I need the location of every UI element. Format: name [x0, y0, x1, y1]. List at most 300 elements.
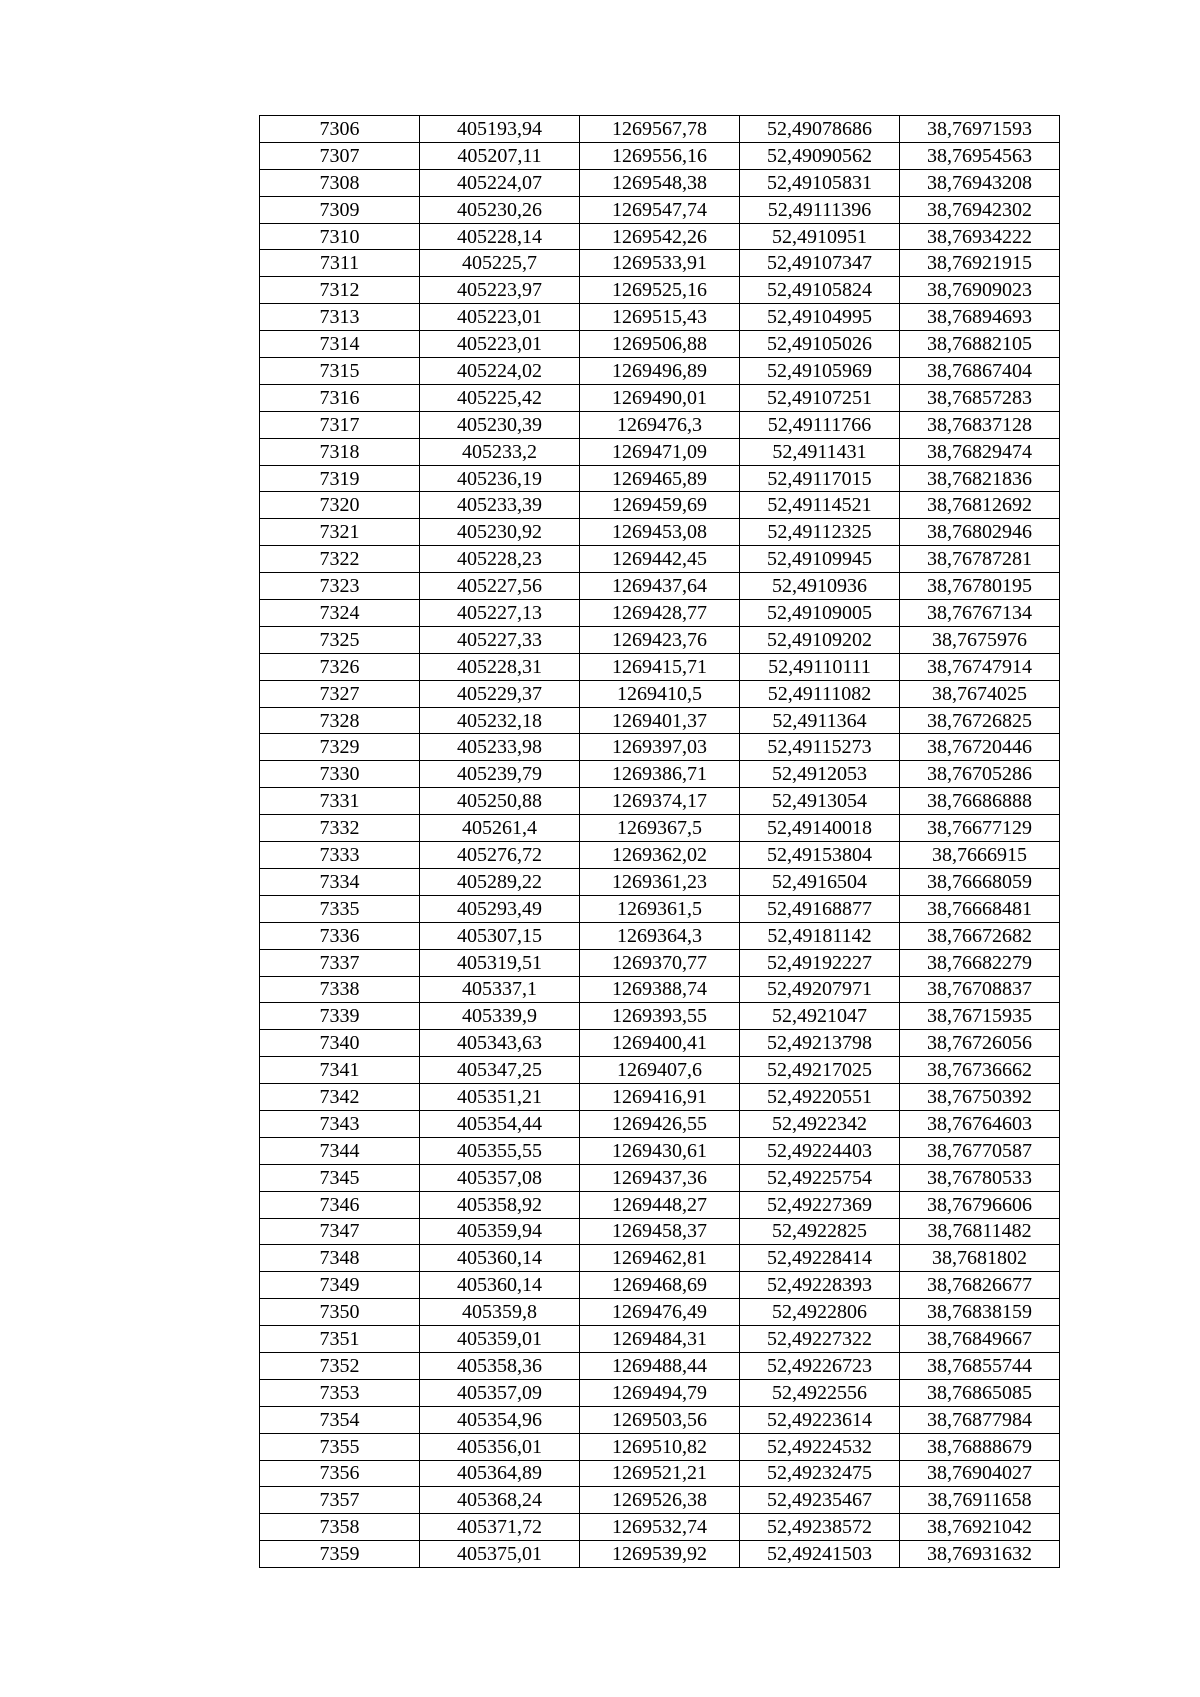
longitude-cell: 38,76855744 — [900, 1352, 1060, 1379]
longitude-cell: 38,76849667 — [900, 1326, 1060, 1353]
table-row — [260, 707, 1060, 734]
latitude-cell: 52,49110111 — [740, 653, 900, 680]
latitude-cell: 52,49105824 — [740, 277, 900, 304]
table-row — [260, 788, 1060, 815]
point-number-cell: 7328 — [260, 707, 420, 734]
longitude-cell: 38,76838159 — [900, 1299, 1060, 1326]
table-row — [260, 223, 1060, 250]
point-number-cell: 7350 — [260, 1299, 420, 1326]
latitude-cell: 52,49241503 — [740, 1541, 900, 1568]
longitude-cell: 38,76787281 — [900, 546, 1060, 573]
table-row — [260, 546, 1060, 573]
x-coordinate-cell: 405229,37 — [420, 680, 580, 707]
latitude-cell: 52,49223614 — [740, 1406, 900, 1433]
point-number-cell: 7342 — [260, 1084, 420, 1111]
latitude-cell: 52,49168877 — [740, 895, 900, 922]
x-coordinate-cell: 405227,13 — [420, 600, 580, 627]
y-coordinate-cell: 1269503,56 — [580, 1406, 740, 1433]
latitude-cell: 52,49107251 — [740, 384, 900, 411]
y-coordinate-cell: 1269515,43 — [580, 304, 740, 331]
y-coordinate-cell: 1269437,36 — [580, 1164, 740, 1191]
table-row — [260, 1245, 1060, 1272]
latitude-cell: 52,4912053 — [740, 761, 900, 788]
latitude-cell: 52,49109202 — [740, 626, 900, 653]
y-coordinate-cell: 1269556,16 — [580, 142, 740, 169]
point-number-cell: 7315 — [260, 358, 420, 385]
y-coordinate-cell: 1269367,5 — [580, 815, 740, 842]
longitude-cell: 38,76865085 — [900, 1379, 1060, 1406]
y-coordinate-cell: 1269426,55 — [580, 1110, 740, 1137]
x-coordinate-cell: 405293,49 — [420, 895, 580, 922]
latitude-cell: 52,49228414 — [740, 1245, 900, 1272]
point-number-cell: 7347 — [260, 1218, 420, 1245]
x-coordinate-cell: 405223,97 — [420, 277, 580, 304]
x-coordinate-cell: 405228,14 — [420, 223, 580, 250]
longitude-cell: 38,76921915 — [900, 250, 1060, 277]
latitude-cell: 52,49217025 — [740, 1057, 900, 1084]
y-coordinate-cell: 1269471,09 — [580, 438, 740, 465]
latitude-cell: 52,49111082 — [740, 680, 900, 707]
x-coordinate-cell: 405307,15 — [420, 922, 580, 949]
longitude-cell: 38,76780533 — [900, 1164, 1060, 1191]
latitude-cell: 52,49105831 — [740, 169, 900, 196]
table-row — [260, 358, 1060, 385]
latitude-cell: 52,4922342 — [740, 1110, 900, 1137]
longitude-cell: 38,76715935 — [900, 1003, 1060, 1030]
table-row — [260, 815, 1060, 842]
y-coordinate-cell: 1269442,45 — [580, 546, 740, 573]
y-coordinate-cell: 1269388,74 — [580, 976, 740, 1003]
y-coordinate-cell: 1269361,23 — [580, 868, 740, 895]
table-row — [260, 1541, 1060, 1568]
table-row — [260, 653, 1060, 680]
point-number-cell: 7343 — [260, 1110, 420, 1137]
longitude-cell: 38,7675976 — [900, 626, 1060, 653]
x-coordinate-cell: 405228,31 — [420, 653, 580, 680]
x-coordinate-cell: 405356,01 — [420, 1433, 580, 1460]
longitude-cell: 38,76894693 — [900, 304, 1060, 331]
y-coordinate-cell: 1269567,78 — [580, 116, 740, 143]
latitude-cell: 52,49090562 — [740, 142, 900, 169]
x-coordinate-cell: 405355,55 — [420, 1137, 580, 1164]
latitude-cell: 52,49224403 — [740, 1137, 900, 1164]
coordinates-table-body — [260, 116, 1060, 1568]
table-row — [260, 842, 1060, 869]
latitude-cell: 52,49153804 — [740, 842, 900, 869]
table-row — [260, 976, 1060, 1003]
longitude-cell: 38,76750392 — [900, 1084, 1060, 1111]
y-coordinate-cell: 1269526,38 — [580, 1487, 740, 1514]
point-number-cell: 7310 — [260, 223, 420, 250]
point-number-cell: 7312 — [260, 277, 420, 304]
latitude-cell: 52,49226723 — [740, 1352, 900, 1379]
x-coordinate-cell: 405371,72 — [420, 1514, 580, 1541]
longitude-cell: 38,76720446 — [900, 734, 1060, 761]
x-coordinate-cell: 405360,14 — [420, 1245, 580, 1272]
x-coordinate-cell: 405337,1 — [420, 976, 580, 1003]
y-coordinate-cell: 1269361,5 — [580, 895, 740, 922]
table-row — [260, 680, 1060, 707]
latitude-cell: 52,49112325 — [740, 519, 900, 546]
point-number-cell: 7351 — [260, 1326, 420, 1353]
point-number-cell: 7330 — [260, 761, 420, 788]
longitude-cell: 38,76770587 — [900, 1137, 1060, 1164]
y-coordinate-cell: 1269533,91 — [580, 250, 740, 277]
longitude-cell: 38,76767134 — [900, 600, 1060, 627]
longitude-cell: 38,76764603 — [900, 1110, 1060, 1137]
latitude-cell: 52,49117015 — [740, 465, 900, 492]
point-number-cell: 7314 — [260, 331, 420, 358]
y-coordinate-cell: 1269532,74 — [580, 1514, 740, 1541]
longitude-cell: 38,76943208 — [900, 169, 1060, 196]
table-row — [260, 1299, 1060, 1326]
latitude-cell: 52,49228393 — [740, 1272, 900, 1299]
latitude-cell: 52,4922806 — [740, 1299, 900, 1326]
table-row — [260, 196, 1060, 223]
y-coordinate-cell: 1269401,37 — [580, 707, 740, 734]
y-coordinate-cell: 1269374,17 — [580, 788, 740, 815]
point-number-cell: 7326 — [260, 653, 420, 680]
table-row — [260, 116, 1060, 143]
x-coordinate-cell: 405357,09 — [420, 1379, 580, 1406]
x-coordinate-cell: 405225,7 — [420, 250, 580, 277]
latitude-cell: 52,49192227 — [740, 949, 900, 976]
table-row — [260, 304, 1060, 331]
longitude-cell: 38,76971593 — [900, 116, 1060, 143]
table-row — [260, 384, 1060, 411]
y-coordinate-cell: 1269496,89 — [580, 358, 740, 385]
table-row — [260, 1164, 1060, 1191]
x-coordinate-cell: 405232,18 — [420, 707, 580, 734]
y-coordinate-cell: 1269494,79 — [580, 1379, 740, 1406]
longitude-cell: 38,7681802 — [900, 1245, 1060, 1272]
x-coordinate-cell: 405368,24 — [420, 1487, 580, 1514]
x-coordinate-cell: 405223,01 — [420, 331, 580, 358]
longitude-cell: 38,7674025 — [900, 680, 1060, 707]
latitude-cell: 52,4911364 — [740, 707, 900, 734]
latitude-cell: 52,4922556 — [740, 1379, 900, 1406]
x-coordinate-cell: 405343,63 — [420, 1030, 580, 1057]
table-row — [260, 465, 1060, 492]
table-row — [260, 1191, 1060, 1218]
latitude-cell: 52,49114521 — [740, 492, 900, 519]
point-number-cell: 7355 — [260, 1433, 420, 1460]
longitude-cell: 38,76942302 — [900, 196, 1060, 223]
longitude-cell: 38,76726825 — [900, 707, 1060, 734]
y-coordinate-cell: 1269547,74 — [580, 196, 740, 223]
latitude-cell: 52,49224532 — [740, 1433, 900, 1460]
longitude-cell: 38,76747914 — [900, 653, 1060, 680]
latitude-cell: 52,49238572 — [740, 1514, 900, 1541]
y-coordinate-cell: 1269410,5 — [580, 680, 740, 707]
x-coordinate-cell: 405339,9 — [420, 1003, 580, 1030]
latitude-cell: 52,49109945 — [740, 546, 900, 573]
longitude-cell: 38,76904027 — [900, 1460, 1060, 1487]
point-number-cell: 7332 — [260, 815, 420, 842]
x-coordinate-cell: 405233,39 — [420, 492, 580, 519]
latitude-cell: 52,4910936 — [740, 573, 900, 600]
y-coordinate-cell: 1269468,69 — [580, 1272, 740, 1299]
latitude-cell: 52,49105026 — [740, 331, 900, 358]
longitude-cell: 38,76726056 — [900, 1030, 1060, 1057]
longitude-cell: 38,76736662 — [900, 1057, 1060, 1084]
point-number-cell: 7333 — [260, 842, 420, 869]
table-row — [260, 1487, 1060, 1514]
y-coordinate-cell: 1269488,44 — [580, 1352, 740, 1379]
latitude-cell: 52,49140018 — [740, 815, 900, 842]
x-coordinate-cell: 405224,02 — [420, 358, 580, 385]
x-coordinate-cell: 405364,89 — [420, 1460, 580, 1487]
longitude-cell: 38,76829474 — [900, 438, 1060, 465]
latitude-cell: 52,4911431 — [740, 438, 900, 465]
table-row — [260, 411, 1060, 438]
point-number-cell: 7319 — [260, 465, 420, 492]
point-number-cell: 7335 — [260, 895, 420, 922]
longitude-cell: 38,76682279 — [900, 949, 1060, 976]
table-row — [260, 169, 1060, 196]
latitude-cell: 52,4913054 — [740, 788, 900, 815]
y-coordinate-cell: 1269430,61 — [580, 1137, 740, 1164]
table-row — [260, 626, 1060, 653]
x-coordinate-cell: 405359,01 — [420, 1326, 580, 1353]
table-row — [260, 573, 1060, 600]
latitude-cell: 52,49078686 — [740, 116, 900, 143]
x-coordinate-cell: 405354,96 — [420, 1406, 580, 1433]
table-row — [260, 895, 1060, 922]
y-coordinate-cell: 1269400,41 — [580, 1030, 740, 1057]
x-coordinate-cell: 405224,07 — [420, 169, 580, 196]
longitude-cell: 38,76668059 — [900, 868, 1060, 895]
latitude-cell: 52,49104995 — [740, 304, 900, 331]
y-coordinate-cell: 1269448,27 — [580, 1191, 740, 1218]
point-number-cell: 7348 — [260, 1245, 420, 1272]
table-row — [260, 1326, 1060, 1353]
y-coordinate-cell: 1269521,21 — [580, 1460, 740, 1487]
point-number-cell: 7354 — [260, 1406, 420, 1433]
table-row — [260, 438, 1060, 465]
y-coordinate-cell: 1269484,31 — [580, 1326, 740, 1353]
y-coordinate-cell: 1269370,77 — [580, 949, 740, 976]
latitude-cell: 52,49227369 — [740, 1191, 900, 1218]
longitude-cell: 38,76705286 — [900, 761, 1060, 788]
table-row — [260, 1406, 1060, 1433]
table-row — [260, 1433, 1060, 1460]
point-number-cell: 7353 — [260, 1379, 420, 1406]
table-row — [260, 1460, 1060, 1487]
point-number-cell: 7307 — [260, 142, 420, 169]
latitude-cell: 52,49181142 — [740, 922, 900, 949]
x-coordinate-cell: 405223,01 — [420, 304, 580, 331]
latitude-cell: 52,49111396 — [740, 196, 900, 223]
latitude-cell: 52,49232475 — [740, 1460, 900, 1487]
x-coordinate-cell: 405230,92 — [420, 519, 580, 546]
x-coordinate-cell: 405230,26 — [420, 196, 580, 223]
point-number-cell: 7324 — [260, 600, 420, 627]
longitude-cell: 38,76934222 — [900, 223, 1060, 250]
latitude-cell: 52,4922825 — [740, 1218, 900, 1245]
latitude-cell: 52,49213798 — [740, 1030, 900, 1057]
y-coordinate-cell: 1269416,91 — [580, 1084, 740, 1111]
point-number-cell: 7357 — [260, 1487, 420, 1514]
y-coordinate-cell: 1269510,82 — [580, 1433, 740, 1460]
table-row — [260, 922, 1060, 949]
longitude-cell: 38,76802946 — [900, 519, 1060, 546]
longitude-cell: 38,76888679 — [900, 1433, 1060, 1460]
point-number-cell: 7358 — [260, 1514, 420, 1541]
x-coordinate-cell: 405319,51 — [420, 949, 580, 976]
y-coordinate-cell: 1269506,88 — [580, 331, 740, 358]
table-row — [260, 868, 1060, 895]
latitude-cell: 52,4921047 — [740, 1003, 900, 1030]
longitude-cell: 38,76672682 — [900, 922, 1060, 949]
point-number-cell: 7322 — [260, 546, 420, 573]
table-row — [260, 1352, 1060, 1379]
y-coordinate-cell: 1269490,01 — [580, 384, 740, 411]
x-coordinate-cell: 405359,8 — [420, 1299, 580, 1326]
x-coordinate-cell: 405289,22 — [420, 868, 580, 895]
longitude-cell: 38,76867404 — [900, 358, 1060, 385]
y-coordinate-cell: 1269428,77 — [580, 600, 740, 627]
coordinates-table — [259, 115, 1060, 1568]
latitude-cell: 52,49235467 — [740, 1487, 900, 1514]
x-coordinate-cell: 405354,44 — [420, 1110, 580, 1137]
latitude-cell: 52,49109005 — [740, 600, 900, 627]
table-row — [260, 1110, 1060, 1137]
table-row — [260, 1514, 1060, 1541]
point-number-cell: 7318 — [260, 438, 420, 465]
point-number-cell: 7323 — [260, 573, 420, 600]
point-number-cell: 7359 — [260, 1541, 420, 1568]
table-row — [260, 1003, 1060, 1030]
table-row — [260, 519, 1060, 546]
x-coordinate-cell: 405358,92 — [420, 1191, 580, 1218]
longitude-cell: 38,76677129 — [900, 815, 1060, 842]
table-row — [260, 492, 1060, 519]
latitude-cell: 52,49227322 — [740, 1326, 900, 1353]
table-row — [260, 1084, 1060, 1111]
point-number-cell: 7345 — [260, 1164, 420, 1191]
latitude-cell: 52,49105969 — [740, 358, 900, 385]
longitude-cell: 38,76909023 — [900, 277, 1060, 304]
longitude-cell: 38,76686888 — [900, 788, 1060, 815]
longitude-cell: 38,76811482 — [900, 1218, 1060, 1245]
table-row — [260, 1218, 1060, 1245]
x-coordinate-cell: 405357,08 — [420, 1164, 580, 1191]
x-coordinate-cell: 405351,21 — [420, 1084, 580, 1111]
y-coordinate-cell: 1269386,71 — [580, 761, 740, 788]
longitude-cell: 38,76821836 — [900, 465, 1060, 492]
table-row — [260, 250, 1060, 277]
x-coordinate-cell: 405228,23 — [420, 546, 580, 573]
longitude-cell: 38,76837128 — [900, 411, 1060, 438]
point-number-cell: 7311 — [260, 250, 420, 277]
point-number-cell: 7356 — [260, 1460, 420, 1487]
point-number-cell: 7340 — [260, 1030, 420, 1057]
latitude-cell: 52,49111766 — [740, 411, 900, 438]
x-coordinate-cell: 405276,72 — [420, 842, 580, 869]
longitude-cell: 38,76668481 — [900, 895, 1060, 922]
point-number-cell: 7309 — [260, 196, 420, 223]
longitude-cell: 38,76877984 — [900, 1406, 1060, 1433]
point-number-cell: 7344 — [260, 1137, 420, 1164]
x-coordinate-cell: 405227,56 — [420, 573, 580, 600]
point-number-cell: 7313 — [260, 304, 420, 331]
longitude-cell: 38,76812692 — [900, 492, 1060, 519]
latitude-cell: 52,49115273 — [740, 734, 900, 761]
longitude-cell: 38,76882105 — [900, 331, 1060, 358]
table-row — [260, 277, 1060, 304]
point-number-cell: 7306 — [260, 116, 420, 143]
x-coordinate-cell: 405233,98 — [420, 734, 580, 761]
table-row — [260, 142, 1060, 169]
y-coordinate-cell: 1269462,81 — [580, 1245, 740, 1272]
y-coordinate-cell: 1269393,55 — [580, 1003, 740, 1030]
point-number-cell: 7320 — [260, 492, 420, 519]
point-number-cell: 7329 — [260, 734, 420, 761]
y-coordinate-cell: 1269423,76 — [580, 626, 740, 653]
latitude-cell: 52,49107347 — [740, 250, 900, 277]
y-coordinate-cell: 1269548,38 — [580, 169, 740, 196]
y-coordinate-cell: 1269459,69 — [580, 492, 740, 519]
point-number-cell: 7336 — [260, 922, 420, 949]
y-coordinate-cell: 1269476,49 — [580, 1299, 740, 1326]
y-coordinate-cell: 1269415,71 — [580, 653, 740, 680]
table-row — [260, 734, 1060, 761]
y-coordinate-cell: 1269458,37 — [580, 1218, 740, 1245]
table-row — [260, 600, 1060, 627]
y-coordinate-cell: 1269539,92 — [580, 1541, 740, 1568]
x-coordinate-cell: 405347,25 — [420, 1057, 580, 1084]
longitude-cell: 38,76708837 — [900, 976, 1060, 1003]
table-row — [260, 331, 1060, 358]
x-coordinate-cell: 405225,42 — [420, 384, 580, 411]
x-coordinate-cell: 405227,33 — [420, 626, 580, 653]
y-coordinate-cell: 1269407,6 — [580, 1057, 740, 1084]
point-number-cell: 7308 — [260, 169, 420, 196]
table-row — [260, 949, 1060, 976]
table-row — [260, 1272, 1060, 1299]
point-number-cell: 7346 — [260, 1191, 420, 1218]
table-row — [260, 1379, 1060, 1406]
latitude-cell: 52,49220551 — [740, 1084, 900, 1111]
x-coordinate-cell: 405250,88 — [420, 788, 580, 815]
latitude-cell: 52,4910951 — [740, 223, 900, 250]
table-row — [260, 1030, 1060, 1057]
x-coordinate-cell: 405261,4 — [420, 815, 580, 842]
point-number-cell: 7316 — [260, 384, 420, 411]
longitude-cell: 38,76954563 — [900, 142, 1060, 169]
longitude-cell: 38,76931632 — [900, 1541, 1060, 1568]
point-number-cell: 7341 — [260, 1057, 420, 1084]
x-coordinate-cell: 405358,36 — [420, 1352, 580, 1379]
x-coordinate-cell: 405375,01 — [420, 1541, 580, 1568]
y-coordinate-cell: 1269465,89 — [580, 465, 740, 492]
point-number-cell: 7331 — [260, 788, 420, 815]
table-row — [260, 761, 1060, 788]
x-coordinate-cell: 405207,11 — [420, 142, 580, 169]
point-number-cell: 7338 — [260, 976, 420, 1003]
y-coordinate-cell: 1269437,64 — [580, 573, 740, 600]
point-number-cell: 7321 — [260, 519, 420, 546]
y-coordinate-cell: 1269362,02 — [580, 842, 740, 869]
x-coordinate-cell: 405239,79 — [420, 761, 580, 788]
longitude-cell: 38,76857283 — [900, 384, 1060, 411]
point-number-cell: 7327 — [260, 680, 420, 707]
point-number-cell: 7317 — [260, 411, 420, 438]
point-number-cell: 7339 — [260, 1003, 420, 1030]
point-number-cell: 7352 — [260, 1352, 420, 1379]
point-number-cell: 7349 — [260, 1272, 420, 1299]
